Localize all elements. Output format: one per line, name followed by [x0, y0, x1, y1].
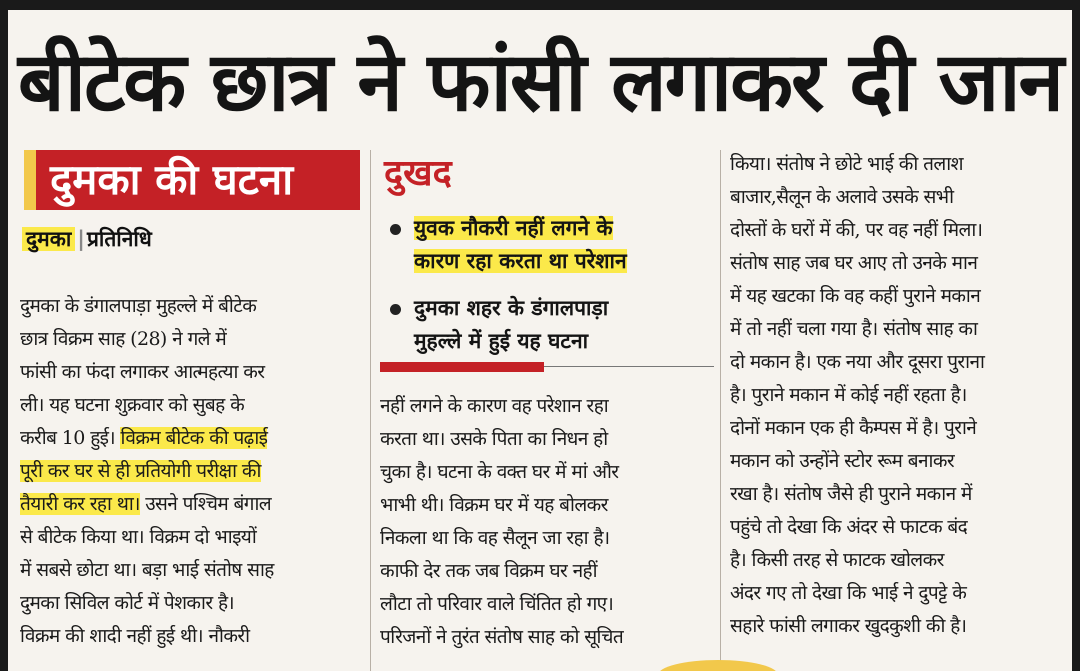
- article-line: दो मकान है। एक नया और दूसरा पुराना: [730, 351, 985, 373]
- article-line: ली। यह घटना शुक्रवार को सुबह के: [20, 394, 245, 416]
- article-line: लौटा तो परिवार वाले चिंतित हो गए।: [380, 593, 614, 615]
- article-line: में सबसे छोटा था। बड़ा भाई संतोष साह: [20, 559, 274, 581]
- article-line: दुमका के डंगालपाड़ा मुहल्ले में बीटेक: [20, 295, 257, 317]
- article-line: संतोष साह जब घर आए तो उनके मान: [730, 252, 978, 274]
- bullet-text: कारण रहा करता था परेशान: [414, 249, 627, 273]
- bullet-text: दुमका शहर के डंगालपाड़ा: [414, 296, 609, 320]
- article-text: करीब 10 हुई।: [20, 427, 121, 449]
- highlighted-text: विक्रम बीटेक की पढ़ाई: [120, 427, 268, 449]
- column-divider: [370, 150, 371, 671]
- highlight-bullet: [386, 212, 716, 278]
- article-column-3: [730, 148, 1066, 643]
- article-column-1: [20, 290, 365, 653]
- newspaper-clipping: [8, 10, 1072, 671]
- article-line: से बीटेक किया था। विक्रम दो भाइयों: [20, 526, 257, 548]
- headline: बीटेक छात्र ने फांसी लगाकर दी जान: [17, 35, 1063, 130]
- article-line: [20, 488, 365, 521]
- article-line: नहीं लगने के कारण वह परेशान रहा: [380, 395, 609, 417]
- article-line: काफी देर तक जब विक्रम घर नहीं: [380, 560, 597, 582]
- article-line: दोस्तों के घरों में की, पर वह नहीं मिला।: [730, 219, 983, 241]
- byline-place: दुमका: [22, 227, 75, 251]
- article-line: परिजनों ने तुरंत संतोष साह को सूचित: [380, 626, 624, 648]
- article-line: मकान को उन्होंने स्टोर रूम बनाकर: [730, 450, 955, 472]
- article-line: दोनों मकान एक ही कैम्पस में है। पुराने: [730, 417, 977, 439]
- article-line: पहुंचे तो देखा कि अंदर से फाटक बंद: [730, 516, 968, 538]
- column-divider: [720, 150, 721, 671]
- kicker: दुखद: [384, 153, 452, 194]
- article-line: दुमका सिविल कोर्ट में पेशकार है।: [20, 592, 235, 614]
- article-line: है। पुराने मकान में कोई नहीं रहता है।: [730, 384, 967, 406]
- bullet-line: [414, 292, 716, 325]
- article-line: बाजार,सैलून के अलावे उसके सभी: [730, 186, 954, 208]
- article-line: विक्रम की शादी नहीं हुई थी। नौकरी: [20, 625, 250, 647]
- section-tag: [24, 150, 360, 210]
- bullet-line: [414, 212, 716, 245]
- section-divider-red: [380, 362, 544, 372]
- article-line: [20, 422, 365, 455]
- byline-reporter: प्रतिनिधि: [86, 227, 152, 251]
- article-line: अंदर गए तो देखा कि भाई ने दुपट्टे के: [730, 582, 967, 604]
- tag-accent-bar: [24, 150, 36, 210]
- section-tag-label: दुमका की घटना: [50, 155, 294, 204]
- article-line: भाभी थी। विक्रम घर में यह बोलकर: [380, 494, 608, 516]
- article-line: में यह खटका कि वह कहीं पुराने मकान: [730, 285, 981, 307]
- article-line: निकला था कि वह सैलून जा रहा है।: [380, 527, 610, 549]
- article-line: किया। संतोष ने छोटे भाई की तलाश: [730, 153, 963, 175]
- highlighted-text: तैयारी कर रहा था।: [20, 493, 140, 515]
- highlight-bullet: [386, 292, 716, 358]
- section-divider-line: [544, 366, 714, 367]
- article-line: में तो नहीं चला गया है। संतोष साह का: [730, 318, 978, 340]
- bullet-line: [414, 325, 716, 358]
- article-line: चुका है। घटना के वक्त घर में मां और: [380, 461, 619, 483]
- article-line: सहारे फांसी लगाकर खुदकुशी की है।: [730, 615, 967, 637]
- bullet-text: मुहल्ले में हुई यह घटना: [414, 329, 589, 353]
- article-line: फांसी का फंदा लगाकर आत्महत्या कर: [20, 361, 265, 383]
- article-line: करता था। उसके पिता का निधन हो: [380, 428, 608, 450]
- highlighted-text: पूरी कर घर से ही प्रतियोगी परीक्षा की: [20, 460, 261, 482]
- article-line: [20, 455, 365, 488]
- highlights-list: [386, 212, 716, 372]
- byline-separator: |: [77, 227, 85, 251]
- byline: [22, 224, 152, 254]
- article-text: उसने पश्चिम बंगाल: [139, 493, 272, 515]
- bullet-text: युवक नौकरी नहीं लगने के: [414, 216, 613, 240]
- article-column-2: [380, 390, 710, 654]
- article-line: है। किसी तरह से फाटक खोलकर: [730, 549, 944, 571]
- decorative-shape: [658, 660, 778, 671]
- article-line: रखा है। संतोष जैसे ही पुराने मकान में: [730, 483, 972, 505]
- bullet-line: [414, 245, 716, 278]
- article-line: छात्र विक्रम साह (28) ने गले में: [20, 328, 227, 350]
